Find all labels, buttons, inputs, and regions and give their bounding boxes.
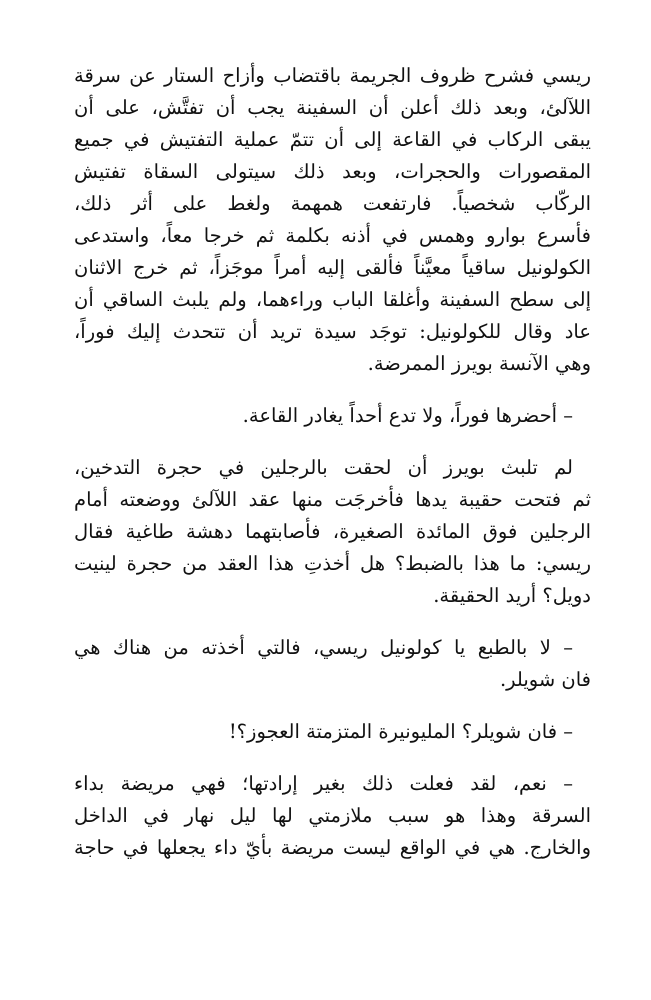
text-line: – أحضرها فوراً، ولا تدع أحداً يغادر القاعة. — [242, 404, 573, 427]
text-line: ريسي: ما هذا بالضبط؟ هل أخذتِ هذا العقد من حجرة لينيت — [74, 552, 591, 575]
paragraph-3 — [74, 452, 591, 612]
text-line: السرقة وهذا هو سبب ملازمتي لها ليل نهار في الداخل — [74, 804, 591, 827]
text-line: – لا بالطبع يا كولونيل ريسي، فالتي أخذته من هناك هي — [74, 636, 573, 659]
text-line: – فان شويلر؟ المليونيرة المتزمتة العجوز؟! — [228, 720, 573, 743]
text-line: – نعم، لقد فعلت ذلك بغير إرادتها؛ فهي مريضة بداء — [74, 772, 573, 795]
text-line: يبقى الركاب في القاعة إلى أن تتمّ عملية التفتيش في جميع — [74, 128, 591, 151]
text-line: إلى سطح السفينة وأغلقا الباب وراءهما، ولم يلبث الساقي أن — [74, 288, 591, 311]
text-line: والخارج. هي في الواقع ليست مريضة بأيّ داء يجعلها في حاجة — [74, 836, 591, 859]
paragraph-2 — [74, 400, 591, 432]
paragraph-gap — [74, 380, 591, 400]
text-line: وهي الآنسة بويرز الممرضة. — [367, 352, 591, 375]
text-line: فان شويلر. — [499, 668, 591, 691]
text-line: فأسرع بوارو وهمس في أذنه بكلمة ثم خرجا معاً، واستدعى — [74, 224, 591, 247]
paragraph-1 — [74, 60, 591, 380]
text-line: الرجلين فوق المائدة الصغيرة، فأصابتهما دهشة طاغية فقال — [74, 520, 591, 543]
text-line: اللآلئ، وبعد ذلك أعلن أن السفينة يجب أن تفتَّش، على أن — [74, 96, 591, 119]
text-line: ثم فتحت حقيبة يدها فأخرجَت منها عقد اللآلئ ووضعته أمام — [74, 488, 591, 511]
text-line: المقصورات والحجرات، وبعد ذلك سيتولى السقاة تفتيش — [74, 160, 591, 183]
text-line: ريسي فشرح ظروف الجريمة باقتضاب وأزاح الستار عن سرقة — [74, 64, 591, 87]
text-line: دويل؟ أريد الحقيقة. — [433, 584, 591, 607]
text-line: الركّاب شخصياً. فارتفعت همهمة ولغط على أثر ذلك، — [74, 192, 591, 215]
text-line: الكولونيل ساقياً معيَّناً فألقى إليه أمراً موجَزاً، ثم خرج الاثنان — [74, 256, 591, 279]
paragraph-gap — [74, 612, 591, 632]
text-line: عاد وقال للكولونيل: توجَد سيدة تريد أن تتحدث إليك فوراً، — [74, 320, 591, 343]
paragraph-gap — [74, 696, 591, 716]
text-line: لم تلبث بويرز أن لحقت بالرجلين في حجرة التدخين، — [74, 456, 573, 479]
paragraph-gap — [74, 432, 591, 452]
paragraph-gap — [74, 748, 591, 768]
paragraph-5 — [74, 716, 591, 748]
paragraph-6 — [74, 768, 591, 864]
paragraph-4 — [74, 632, 591, 696]
